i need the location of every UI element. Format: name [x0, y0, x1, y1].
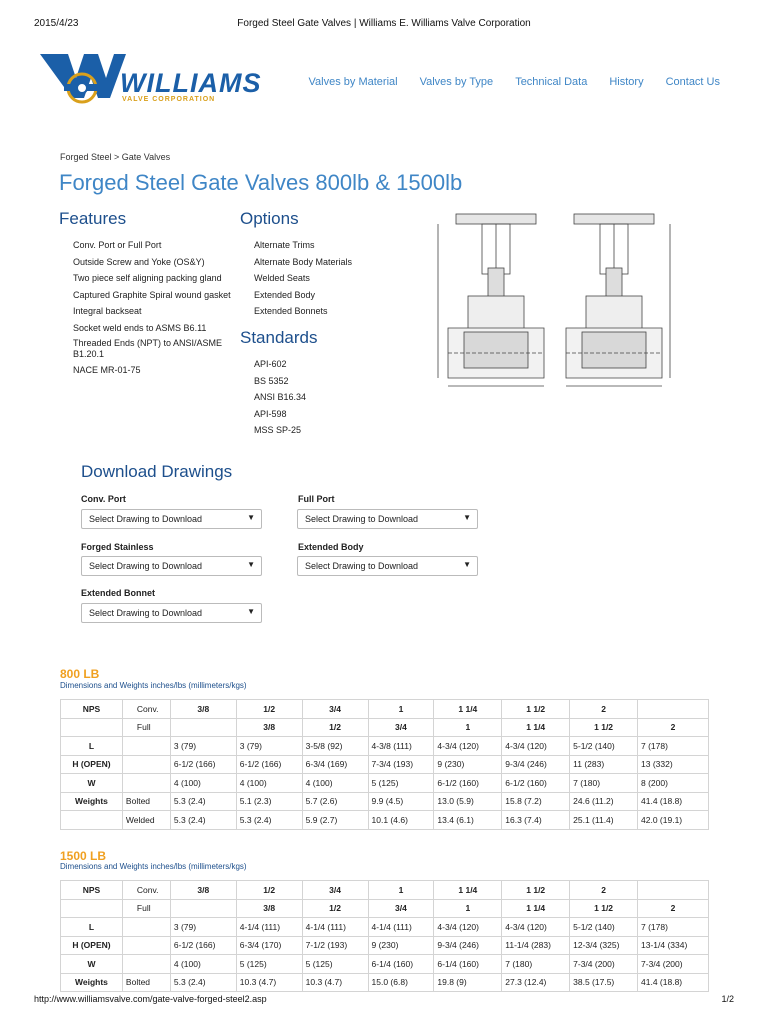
williams-logo[interactable]	[38, 48, 278, 110]
table-cell: Conv.	[122, 881, 170, 900]
table-cell: 1/2	[236, 700, 302, 719]
table-cell: 5-1/2 (140)	[570, 737, 638, 756]
breadcrumb[interactable]: Forged Steel > Gate Valves	[60, 152, 171, 162]
forged-stainless-label: Forged Stainless	[81, 542, 154, 552]
list-item: Outside Screw and Yoke (OS&Y)	[73, 256, 205, 267]
table-cell: L	[61, 918, 123, 937]
table-cell: 11 (283)	[570, 755, 638, 774]
table-cell: 2	[638, 718, 709, 737]
table-800-subheading: Dimensions and Weights inches/lbs (millimeters/kgs)	[60, 681, 247, 690]
table-cell: H (OPEN)	[61, 936, 123, 955]
table-cell: 10.3 (4.7)	[302, 973, 368, 992]
table-cell: 4-1/4 (111)	[236, 918, 302, 937]
table-cell: Full	[122, 899, 170, 918]
table-cell: 1 1/2	[570, 718, 638, 737]
table-cell	[122, 737, 170, 756]
table-cell: 5 (125)	[236, 955, 302, 974]
list-item: Extended Body	[254, 289, 316, 300]
table-cell: 3 (79)	[170, 918, 236, 937]
table-cell	[122, 918, 170, 937]
table-cell: Full	[122, 718, 170, 737]
conv-port-select[interactable]	[81, 509, 262, 529]
table-cell: Weights	[61, 973, 123, 992]
table-row	[61, 774, 709, 793]
select-value: Select Drawing to Download	[89, 561, 203, 571]
table-cell: 1/2	[302, 718, 368, 737]
table-cell: 4-3/4 (120)	[434, 737, 502, 756]
table-cell: 16.3 (7.4)	[502, 811, 570, 830]
table-cell: 4-3/4 (120)	[502, 918, 570, 937]
table-cell	[122, 955, 170, 974]
table-cell: 4-1/4 (111)	[302, 918, 368, 937]
table-cell: NPS	[61, 700, 123, 719]
table-cell: 4 (100)	[170, 955, 236, 974]
list-item: API-598	[254, 408, 287, 419]
table-row	[61, 755, 709, 774]
table-cell: 9.9 (4.5)	[368, 792, 434, 811]
list-item: Conv. Port or Full Port	[73, 240, 162, 250]
extended-bonnet-label: Extended Bonnet	[81, 588, 156, 598]
list-item: Integral backseat	[73, 306, 142, 316]
table-cell: 27.3 (12.4)	[502, 973, 570, 992]
print-url: http://www.williamsvalve.com/gate-valve-forged-steel2.asp	[34, 994, 267, 1004]
gate-valve-drawing	[428, 208, 678, 394]
table-cell: Weights	[61, 792, 123, 811]
table-cell: 41.4 (18.8)	[638, 973, 709, 992]
table-cell: 1 1/4	[502, 899, 570, 918]
table-cell: 13.4 (6.1)	[434, 811, 502, 830]
nav-valves-by-type[interactable]: Valves by Type	[419, 76, 494, 88]
table-cell	[638, 881, 709, 900]
table-row	[61, 811, 709, 830]
valve-drawing-right	[566, 214, 670, 386]
table-1500-heading: 1500 LB	[60, 849, 107, 863]
forged-stainless-select[interactable]	[81, 556, 262, 576]
table-cell: 1 1/4	[434, 700, 502, 719]
table-cell: 25.1 (11.4)	[570, 811, 638, 830]
table-cell: 7 (178)	[638, 918, 709, 937]
extended-body-select[interactable]	[297, 556, 478, 576]
table-cell: 2	[570, 700, 638, 719]
table-cell: 4-3/4 (120)	[502, 737, 570, 756]
table-row	[61, 955, 709, 974]
table-cell: 5 (125)	[368, 774, 434, 793]
standards-heading: Standards	[240, 328, 318, 347]
table-cell: 9 (230)	[434, 755, 502, 774]
list-item: Alternate Trims	[254, 240, 315, 250]
table-cell: 5.1 (2.3)	[236, 792, 302, 811]
table-cell: 1	[434, 899, 502, 918]
table-cell: 7 (178)	[638, 737, 709, 756]
table-cell: 3/8	[170, 700, 236, 719]
logo-text: WILLIAMS	[120, 68, 262, 98]
table-cell: 6-1/4 (160)	[434, 955, 502, 974]
page-number: 1/2	[721, 994, 734, 1004]
table-1500-subheading: Dimensions and Weights inches/lbs (millimeters/kgs)	[60, 862, 247, 871]
table-cell: 38.5 (17.5)	[570, 973, 638, 992]
table-cell: 7-3/4 (200)	[638, 955, 709, 974]
page-title: Forged Steel Gate Valves 800lb & 1500lb	[59, 170, 463, 195]
table-cell: 13-1/4 (334)	[638, 936, 709, 955]
full-port-select[interactable]	[297, 509, 478, 529]
table-1500	[60, 880, 709, 992]
table-cell: 1	[368, 881, 434, 900]
table-cell: 42.0 (19.1)	[638, 811, 709, 830]
table-cell: 10.3 (4.7)	[236, 973, 302, 992]
table-cell: 3/4	[302, 881, 368, 900]
select-value: Select Drawing to Download	[89, 514, 203, 524]
table-cell: 6-1/2 (166)	[170, 936, 236, 955]
table-cell	[170, 899, 236, 918]
table-cell: 5.3 (2.4)	[170, 973, 236, 992]
table-cell: 5 (125)	[302, 955, 368, 974]
table-row	[61, 718, 709, 737]
table-cell: 3/8	[170, 881, 236, 900]
conv-port-label: Conv. Port	[81, 494, 126, 504]
table-cell: 12-3/4 (325)	[570, 936, 638, 955]
table-cell: 1	[368, 700, 434, 719]
table-cell: 6-3/4 (170)	[236, 936, 302, 955]
table-cell	[638, 700, 709, 719]
table-cell: 4-3/8 (111)	[368, 737, 434, 756]
table-cell: 5.9 (2.7)	[302, 811, 368, 830]
table-cell: 3/4	[302, 700, 368, 719]
extended-body-label: Extended Body	[298, 542, 364, 552]
table-cell: 6-3/4 (169)	[302, 755, 368, 774]
table-cell: 5.3 (2.4)	[170, 811, 236, 830]
table-cell	[170, 718, 236, 737]
table-row	[61, 881, 709, 900]
table-cell: W	[61, 774, 123, 793]
list-item: Two piece self aligning packing gland	[73, 273, 222, 283]
table-row	[61, 899, 709, 918]
table-cell	[122, 774, 170, 793]
table-cell: 9-3/4 (246)	[502, 755, 570, 774]
download-drawings-heading: Download Drawings	[81, 462, 233, 481]
list-item: Captured Graphite Spiral wound gasket	[73, 289, 231, 300]
logo-emblem-icon	[38, 48, 128, 110]
nav-technical-data[interactable]: Technical Data	[515, 76, 588, 88]
table-cell: 1/2	[302, 899, 368, 918]
table-cell: 8 (200)	[638, 774, 709, 793]
table-cell: 4-3/4 (120)	[434, 918, 502, 937]
table-cell: 3/8	[236, 718, 302, 737]
table-cell: 7-3/4 (200)	[570, 955, 638, 974]
table-cell: 3/8	[236, 899, 302, 918]
table-cell: 2	[638, 899, 709, 918]
table-cell: 15.8 (7.2)	[502, 792, 570, 811]
table-cell: 3 (79)	[170, 737, 236, 756]
dropdown-arrow-icon: ▼	[463, 560, 471, 569]
options-list	[254, 237, 414, 320]
table-cell: 4 (100)	[302, 774, 368, 793]
list-item: NACE MR-01-75	[73, 365, 141, 375]
features-heading: Features	[59, 209, 127, 228]
table-cell: 5.7 (2.6)	[302, 792, 368, 811]
table-row	[61, 700, 709, 719]
main-nav	[309, 76, 720, 88]
table-800	[60, 699, 709, 830]
table-row	[61, 737, 709, 756]
select-value: Select Drawing to Download	[89, 608, 203, 618]
nav-valves-by-material[interactable]: Valves by Material	[308, 76, 398, 88]
table-cell: 1 1/4	[434, 881, 502, 900]
table-cell: 7-3/4 (193)	[368, 755, 434, 774]
table-cell: W	[61, 955, 123, 974]
table-cell: 5-1/2 (140)	[570, 918, 638, 937]
table-cell: 6-1/2 (160)	[434, 774, 502, 793]
table-cell: 7 (180)	[502, 955, 570, 974]
table-cell: 4-1/4 (111)	[368, 918, 434, 937]
list-item: Welded Seats	[254, 273, 310, 283]
table-cell: 6-1/2 (166)	[236, 755, 302, 774]
dropdown-arrow-icon: ▼	[463, 513, 471, 522]
list-item: ANSI B16.34	[254, 392, 307, 402]
options-heading: Options	[240, 209, 299, 228]
table-cell: H (OPEN)	[61, 755, 123, 774]
table-cell: 6-1/2 (160)	[502, 774, 570, 793]
table-cell: 6-1/4 (160)	[368, 955, 434, 974]
table-cell: 6-1/2 (166)	[170, 755, 236, 774]
table-cell: Welded	[122, 811, 170, 830]
table-cell: Bolted	[122, 973, 170, 992]
extended-bonnet-select[interactable]	[81, 603, 262, 623]
table-cell: 15.0 (6.8)	[368, 973, 434, 992]
nav-history[interactable]: History	[609, 76, 644, 88]
table-cell: 10.1 (4.6)	[368, 811, 434, 830]
table-cell: 9-3/4 (246)	[434, 936, 502, 955]
print-title: Forged Steel Gate Valves | Williams E. Williams Valve Corporation	[237, 18, 531, 29]
nav-contact-us[interactable]: Contact Us	[665, 76, 720, 88]
table-cell	[61, 718, 123, 737]
table-cell: 11-1/4 (283)	[502, 936, 570, 955]
table-cell	[122, 755, 170, 774]
table-cell: 13.0 (5.9)	[434, 792, 502, 811]
table-cell: Conv.	[122, 700, 170, 719]
table-cell: 2	[570, 881, 638, 900]
table-cell	[122, 936, 170, 955]
table-cell: Bolted	[122, 792, 170, 811]
table-cell: 19.8 (9)	[434, 973, 502, 992]
table-row	[61, 973, 709, 992]
full-port-label: Full Port	[298, 494, 335, 504]
table-cell: 3-5/8 (92)	[302, 737, 368, 756]
table-800-heading: 800 LB	[60, 667, 100, 681]
select-value: Select Drawing to Download	[305, 514, 419, 524]
table-cell: 7-1/2 (193)	[302, 936, 368, 955]
table-cell: 7 (180)	[570, 774, 638, 793]
table-cell: 5.3 (2.4)	[236, 811, 302, 830]
table-cell: 3 (79)	[236, 737, 302, 756]
table-cell: 1 1/4	[502, 718, 570, 737]
table-cell: 3/4	[368, 899, 434, 918]
dropdown-arrow-icon: ▼	[247, 607, 255, 616]
table-cell: 24.6 (11.2)	[570, 792, 638, 811]
list-item: BS 5352	[254, 375, 289, 386]
table-cell	[61, 899, 123, 918]
list-item: API-602	[254, 359, 287, 369]
standards-list	[254, 356, 414, 439]
table-cell: 1	[434, 718, 502, 737]
table-cell: 5.3 (2.4)	[170, 792, 236, 811]
table-cell: 1 1/2	[570, 899, 638, 918]
table-cell	[61, 811, 123, 830]
table-cell: 9 (230)	[368, 936, 434, 955]
select-value: Select Drawing to Download	[305, 561, 419, 571]
print-date: 2015/4/23	[34, 18, 79, 29]
features-list	[73, 237, 243, 379]
table-row	[61, 918, 709, 937]
list-item: Alternate Body Materials	[254, 256, 353, 267]
list-item: Extended Bonnets	[254, 306, 328, 316]
table-cell: 3/4	[368, 718, 434, 737]
table-cell: NPS	[61, 881, 123, 900]
dropdown-arrow-icon: ▼	[247, 560, 255, 569]
table-cell: L	[61, 737, 123, 756]
table-row	[61, 792, 709, 811]
table-cell: 41.4 (18.8)	[638, 792, 709, 811]
table-cell: 1 1/2	[502, 700, 570, 719]
dropdown-arrow-icon: ▼	[247, 513, 255, 522]
table-cell: 4 (100)	[170, 774, 236, 793]
table-row	[61, 936, 709, 955]
valve-drawing-left	[438, 214, 544, 386]
table-cell: 13 (332)	[638, 755, 709, 774]
list-item: MSS SP-25	[254, 425, 302, 435]
table-cell: 4 (100)	[236, 774, 302, 793]
logo-subtext: VALVE CORPORATION	[122, 96, 216, 103]
list-item: Socket weld ends to ASMS B6.11	[73, 322, 207, 333]
table-cell: 1 1/2	[502, 881, 570, 900]
table-cell: 1/2	[236, 881, 302, 900]
list-item: Threaded Ends (NPT) to ANSI/ASME B1.20.1	[73, 338, 223, 359]
